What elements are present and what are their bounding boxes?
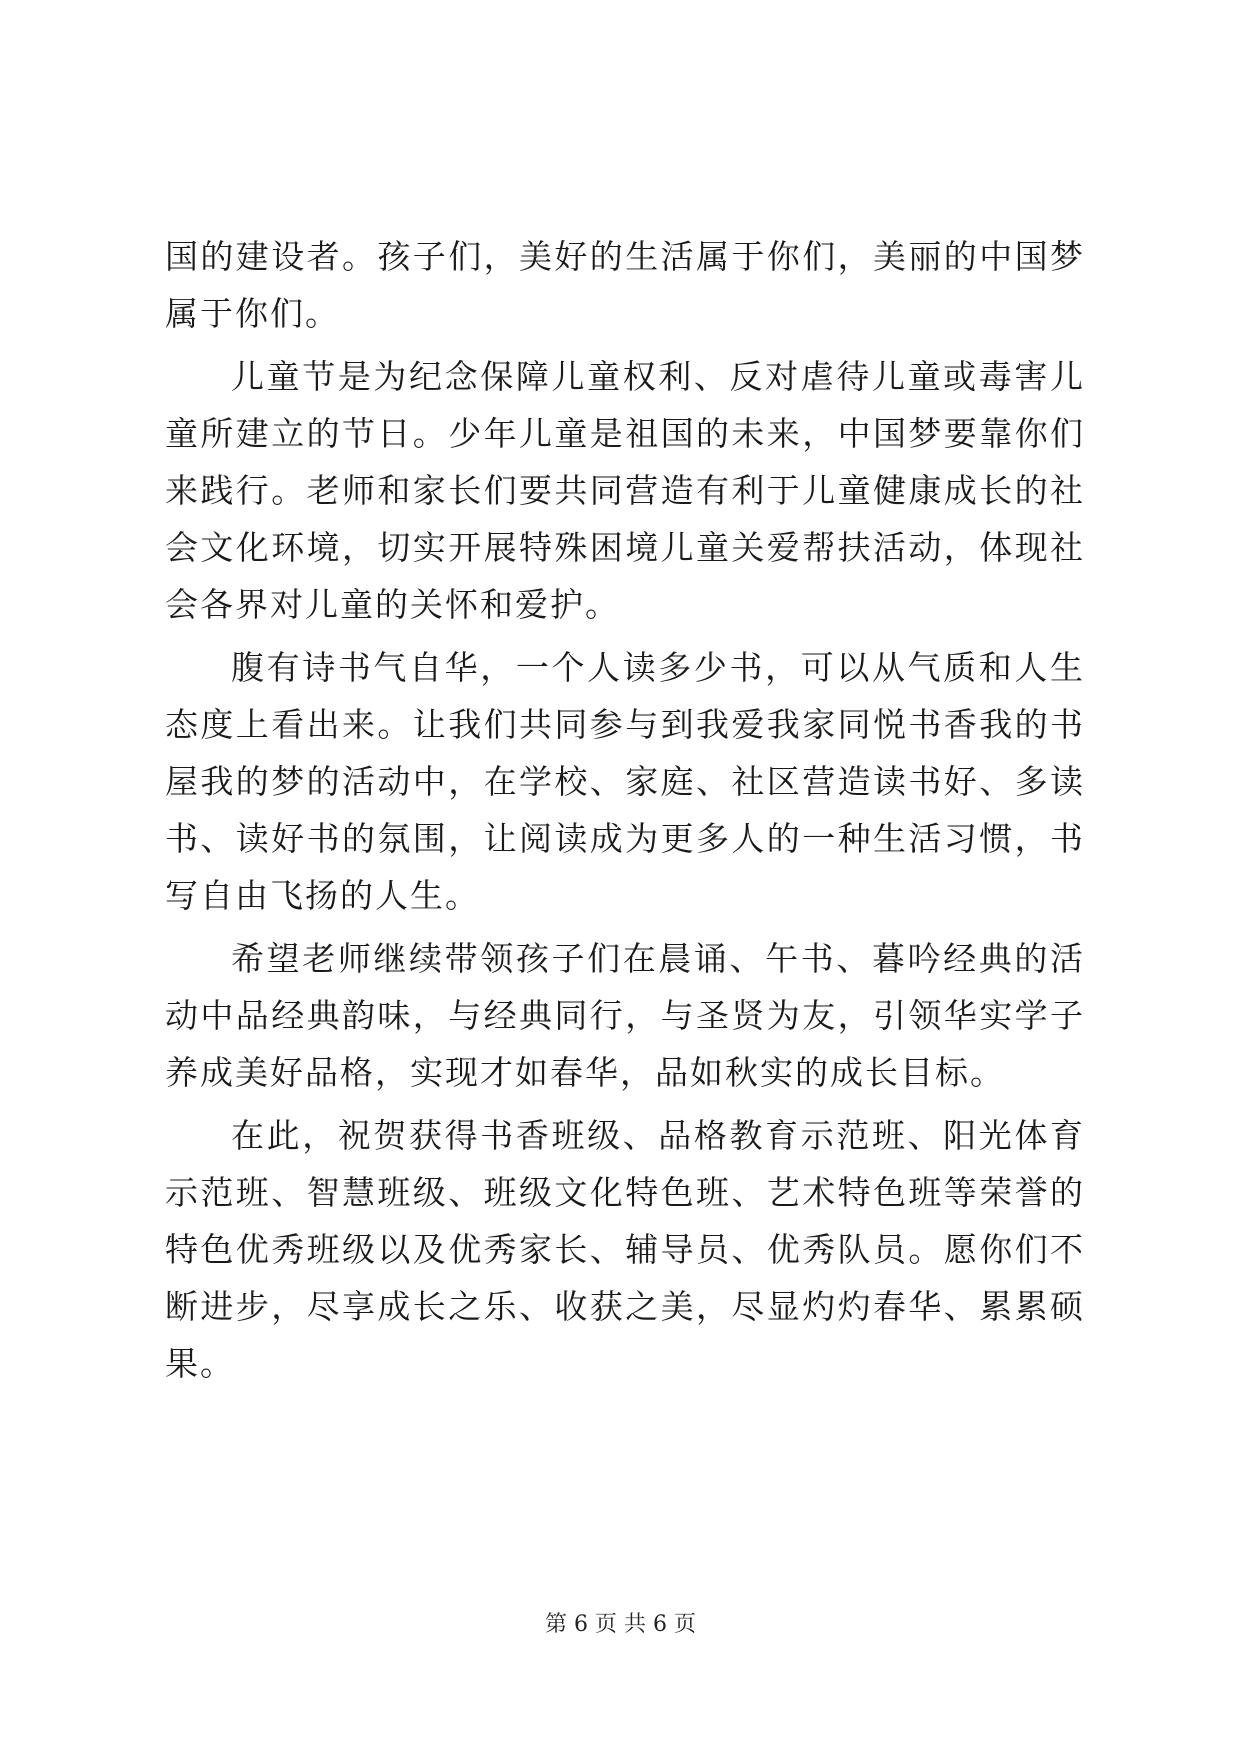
paragraph-1: 国的建设者。孩子们，美好的生活属于你们，美丽的中国梦属于你们。	[165, 237, 1085, 333]
page-number-footer: 第 6 页 共 6 页	[545, 1612, 696, 1637]
document-body	[165, 228, 1085, 1398]
paragraph-2: 儿童节是为纪念保障儿童权利、反对虐待儿童或毒害儿童所建立的节日。少年儿童是祖国的未来，中国梦要靠你们来践行。老师和家长们要共同营造有利于儿童健康成长的社会文化环境，切实开展特殊困境儿童关爱帮扶活动，体现社会各界对儿童的关怀和爱护。	[165, 357, 1085, 624]
paragraph-5: 在此，祝贺获得书香班级、品格教育示范班、阳光体育示范班、智慧班级、班级文化特色班、艺术特色班等荣誉的特色优秀班级以及优秀家长、辅导员、优秀队员。愿你们不断进步，尽享成长之乐、收获之美，尽显灼灼春华、累累硕果。	[165, 1116, 1085, 1383]
paragraph-3: 腹有诗书气自华，一个人读多少书，可以从气质和人生态度上看出来。让我们共同参与到我爱我家同悦书香我的书屋我的梦的活动中，在学校、家庭、社区营造读书好、多读书、读好书的氛围，让阅读成为更多人的一种生活习惯，书写自由飞扬的人生。	[165, 648, 1085, 915]
paragraph-4: 希望老师继续带领孩子们在晨诵、午书、暮吟经典的活动中品经典韵味，与经典同行，与圣贤为友，引领华实学子养成美好品格，实现才如春华，品如秋实的成长目标。	[165, 939, 1085, 1092]
